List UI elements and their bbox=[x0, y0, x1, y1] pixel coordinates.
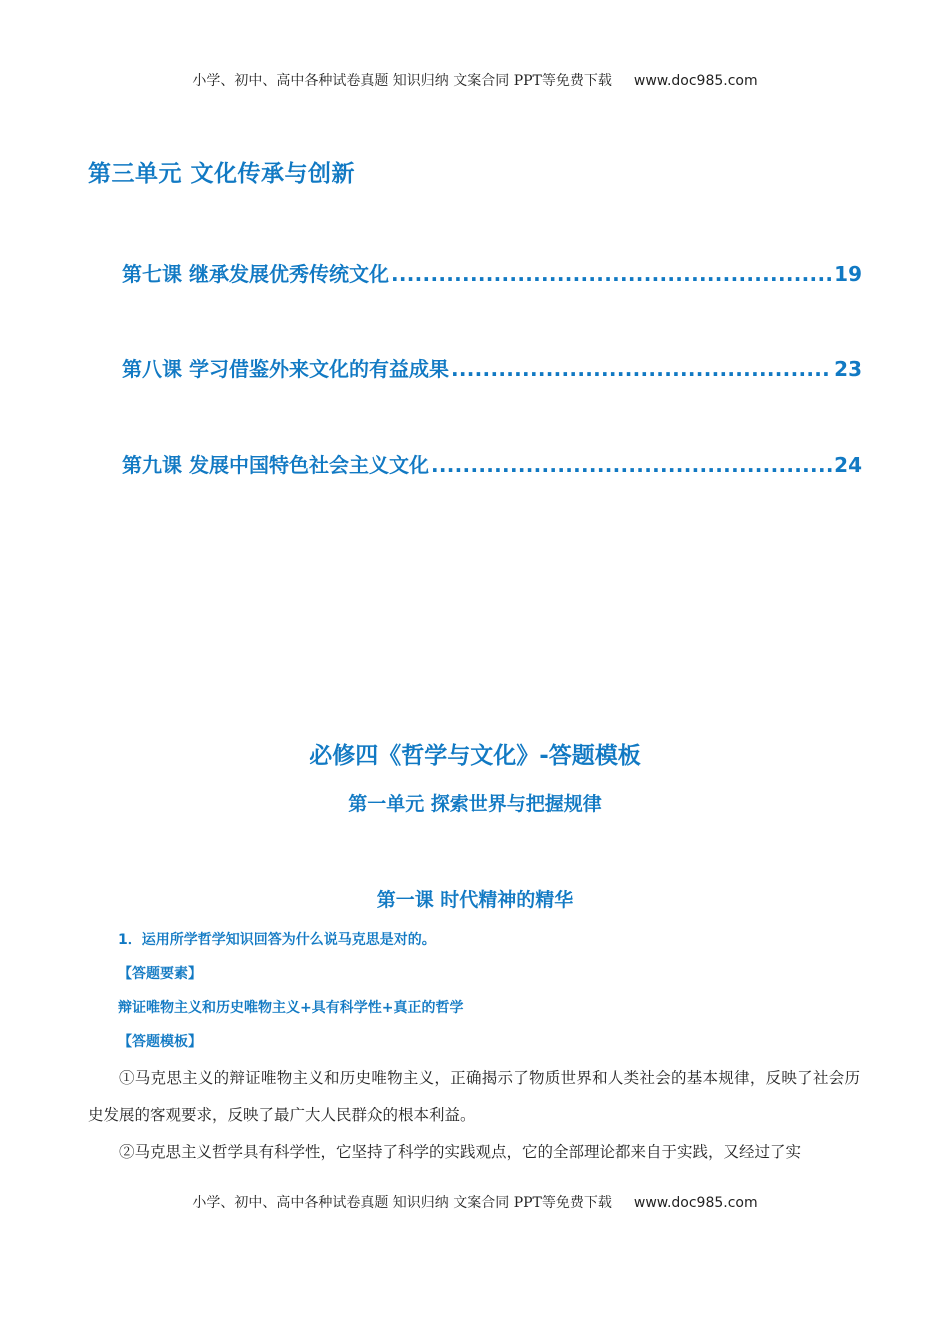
toc-entry-label: 第九课 发展中国特色社会主义文化 bbox=[122, 453, 429, 477]
page-footer bbox=[0, 1192, 950, 1212]
toc-entry-label: 第八课 学习借鉴外来文化的有益成果 bbox=[122, 357, 449, 381]
toc-entry[interactable] bbox=[122, 353, 862, 382]
page-header bbox=[0, 70, 950, 90]
question-text: 1．运用所学哲学知识回答为什么说马克思是对的。 bbox=[118, 932, 436, 948]
footer-url[interactable]: www.doc985.com bbox=[633, 1195, 758, 1211]
toc-entry[interactable] bbox=[122, 449, 862, 478]
elements-text: 辩证唯物主义和历史唯物主义+具有科学性+真正的哲学 bbox=[118, 1000, 464, 1016]
toc-entry[interactable] bbox=[122, 258, 862, 287]
header-text: 小学、初中、高中各种试卷真题 知识归纳 文案合同 PPT等免费下载 bbox=[192, 73, 612, 89]
toc-entry-page: 24 bbox=[834, 453, 862, 477]
toc-entry-page: 19 bbox=[834, 262, 862, 286]
unit-title: 第一单元 探索世界与把握规律 bbox=[348, 793, 602, 815]
answer-paragraph: ①马克思主义的辩证唯物主义和历史唯物主义，正确揭示了物质世界和人类社会的基本规律，反映了社会历史发展的客观要求，反映了最广大人民群众的根本利益。 bbox=[88, 1069, 860, 1124]
toc-leader-dots bbox=[451, 357, 832, 381]
template-heading: 【答题模板】 bbox=[118, 1034, 202, 1050]
footer-text: 小学、初中、高中各种试卷真题 知识归纳 文案合同 PPT等免费下载 bbox=[192, 1195, 612, 1211]
elements-heading: 【答题要素】 bbox=[118, 966, 202, 982]
toc-unit-title: 第三单元 文化传承与创新 bbox=[88, 161, 356, 187]
lesson-title: 第一课 时代精神的精华 bbox=[376, 889, 574, 911]
answer-paragraph: ②马克思主义哲学具有科学性，它坚持了科学的实践观点，它的全部理论都来自于实践，又经过了实 bbox=[119, 1143, 802, 1161]
toc-entry-page: 23 bbox=[834, 357, 862, 381]
book-title: 必修四《哲学与文化》-答题模板 bbox=[309, 743, 641, 769]
toc-entry-label: 第七课 继承发展优秀传统文化 bbox=[122, 262, 389, 286]
toc-leader-dots bbox=[431, 453, 832, 477]
toc-leader-dots bbox=[391, 262, 832, 286]
header-url[interactable]: www.doc985.com bbox=[633, 73, 758, 89]
